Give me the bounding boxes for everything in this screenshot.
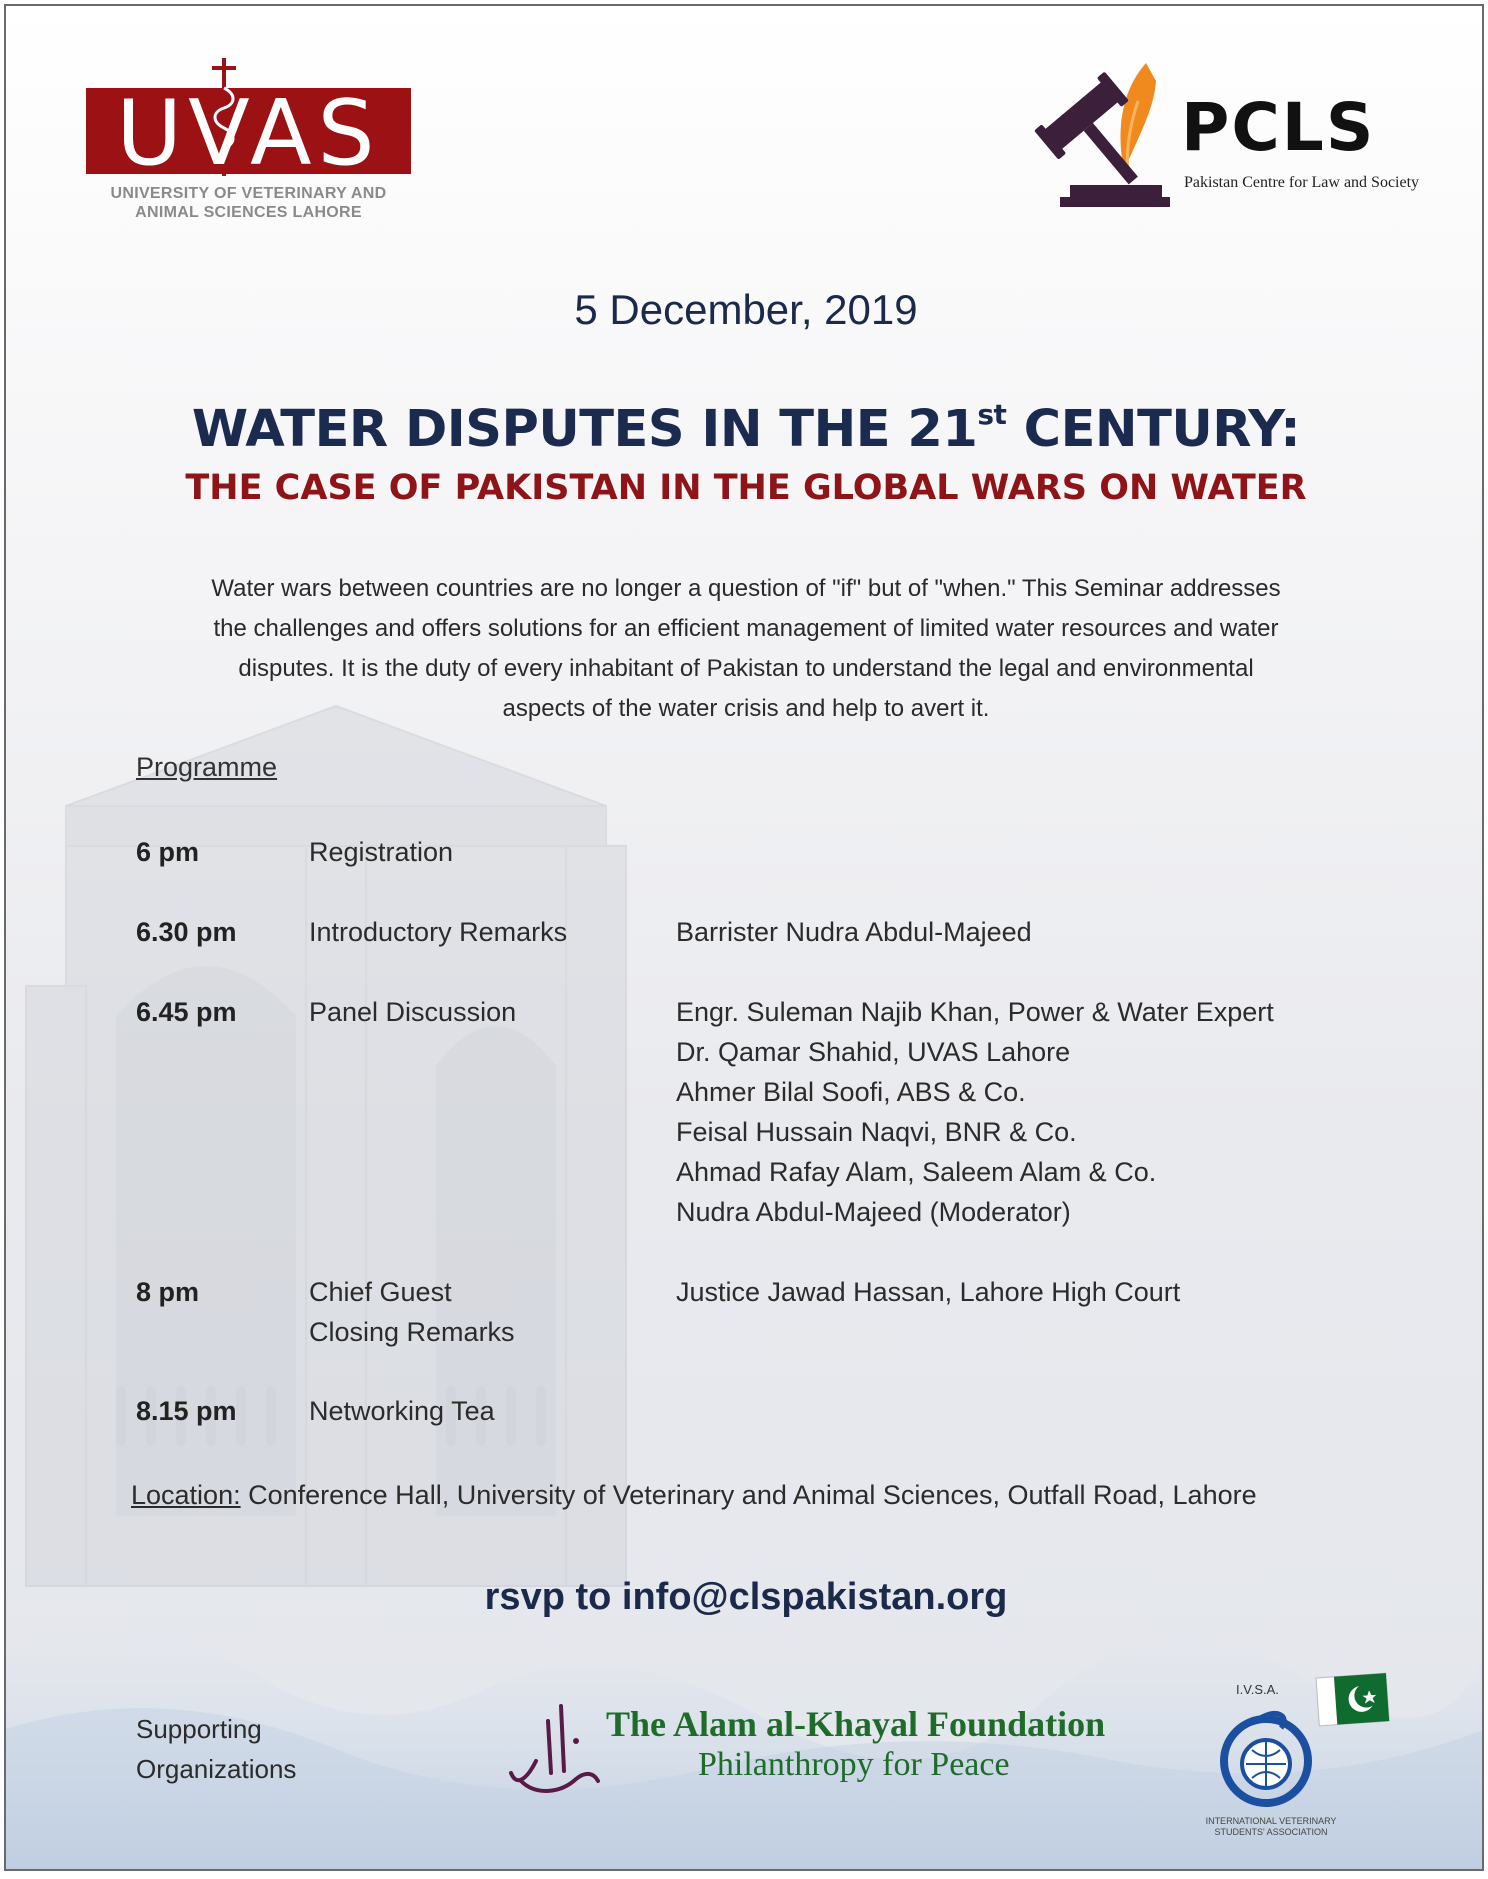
uvas-wordmark-box xyxy=(86,81,411,186)
event-title-part2: CENTURY: xyxy=(1006,400,1301,459)
description-line: disputes. It is the duty of every inhabitant of Pakistan to understand the legal and environmental xyxy=(238,655,1254,682)
supporting-label-line1: Supporting xyxy=(136,1714,262,1744)
programme-speaker: Nudra Abdul-Majeed (Moderator) xyxy=(676,1197,1071,1227)
uvas-logo xyxy=(86,56,411,222)
programme-item: Introductory Remarks xyxy=(309,917,568,947)
gavel-quill-icon xyxy=(1016,61,1176,211)
programme-item: Registration xyxy=(309,837,454,867)
programme-speaker: Ahmad Rafay Alam, Saleem Alam & Co. xyxy=(676,1157,1157,1187)
programme-heading: Programme xyxy=(136,752,278,782)
programme-item-line: Closing Remarks xyxy=(309,1317,515,1347)
ivsa-acronym: I.V.S.A. xyxy=(1236,1682,1279,1697)
ivsa-full-name xyxy=(1196,1816,1346,1838)
programme-item: Networking Tea xyxy=(309,1396,495,1426)
uvas-subtitle-line1: UNIVERSITY OF VETERINARY AND xyxy=(110,185,387,202)
programme-item-line: Chief Guest xyxy=(309,1277,452,1307)
description-line: Water wars between countries are no longer a question of "if" but of "when." This Seminar addresses xyxy=(211,575,1281,602)
programme-speaker: Dr. Qamar Shahid, UVAS Lahore xyxy=(676,1037,1071,1067)
programme-time: 8.15 pm xyxy=(136,1396,237,1426)
programme-time: 6.45 pm xyxy=(136,997,237,1027)
panel-speaker-list xyxy=(676,992,1396,1232)
event-title xyxy=(6,398,1484,459)
event-date: 5 December, 2019 xyxy=(574,286,918,333)
foundation-name: The Alam al-Khayal Foundation xyxy=(606,1704,1106,1744)
location-value: Conference Hall, University of Veterinary and Animal Sciences, Outfall Road, Lahore xyxy=(240,1480,1257,1510)
ivsa-emblem-icon xyxy=(1196,1666,1436,1816)
foundation-tagline: Philanthropy for Peace xyxy=(698,1746,1010,1783)
event-title-part1: WATER DISPUTES IN THE 21 xyxy=(191,400,978,459)
programme-item: Panel Discussion xyxy=(309,997,517,1027)
uvas-subtitle xyxy=(86,184,411,222)
rsvp-contact: rsvp to info@clspakistan.org xyxy=(484,1576,1008,1618)
pcls-logo xyxy=(1016,61,1436,211)
event-description xyxy=(141,569,1351,729)
programme-time: 6.30 pm xyxy=(136,917,237,947)
programme-speaker: Justice Jawad Hassan, Lahore High Court xyxy=(676,1277,1181,1307)
pcls-wordmark: PCLS xyxy=(1181,89,1376,166)
description-line: aspects of the water crisis and help to avert it. xyxy=(502,695,990,722)
location-label: Location: xyxy=(131,1480,241,1510)
programme-item xyxy=(309,1272,689,1352)
ivsa-logo xyxy=(1196,1666,1436,1866)
programme-speaker: Engr. Suleman Najib Khan, Power & Water Expert xyxy=(676,997,1274,1027)
event-location xyxy=(131,1480,1257,1511)
event-subtitle: THE CASE OF PAKISTAN IN THE GLOBAL WARS ON WATER xyxy=(185,468,1307,508)
pcls-subtitle: Pakistan Centre for Law and Society xyxy=(1184,174,1420,191)
calligraphy-logo-icon xyxy=(506,1701,601,1801)
programme-speaker: Feisal Hussain Naqvi, BNR & Co. xyxy=(676,1117,1077,1147)
programme-speaker: Ahmer Bilal Soofi, ABS & Co. xyxy=(676,1077,1026,1107)
supporting-label-line2: Organizations xyxy=(136,1754,297,1784)
supporting-organizations-label xyxy=(136,1709,376,1789)
programme-time: 6 pm xyxy=(136,837,200,867)
ivsa-name-line1: INTERNATIONAL VETERINARY xyxy=(1205,1816,1337,1826)
seminar-poster xyxy=(4,4,1484,1871)
description-line: the challenges and offers solutions for an efficient management of limited water resources and water xyxy=(213,615,1279,642)
programme-speaker: Barrister Nudra Abdul-Majeed xyxy=(676,917,1032,947)
uvas-wordmark: UVAS xyxy=(116,81,381,186)
uvas-subtitle-line2: ANIMAL SCIENCES LAHORE xyxy=(135,204,362,221)
event-title-superscript: st xyxy=(977,398,1007,431)
ivsa-name-line2: STUDENTS' ASSOCIATION xyxy=(1214,1827,1328,1837)
programme-time: 8 pm xyxy=(136,1277,200,1307)
